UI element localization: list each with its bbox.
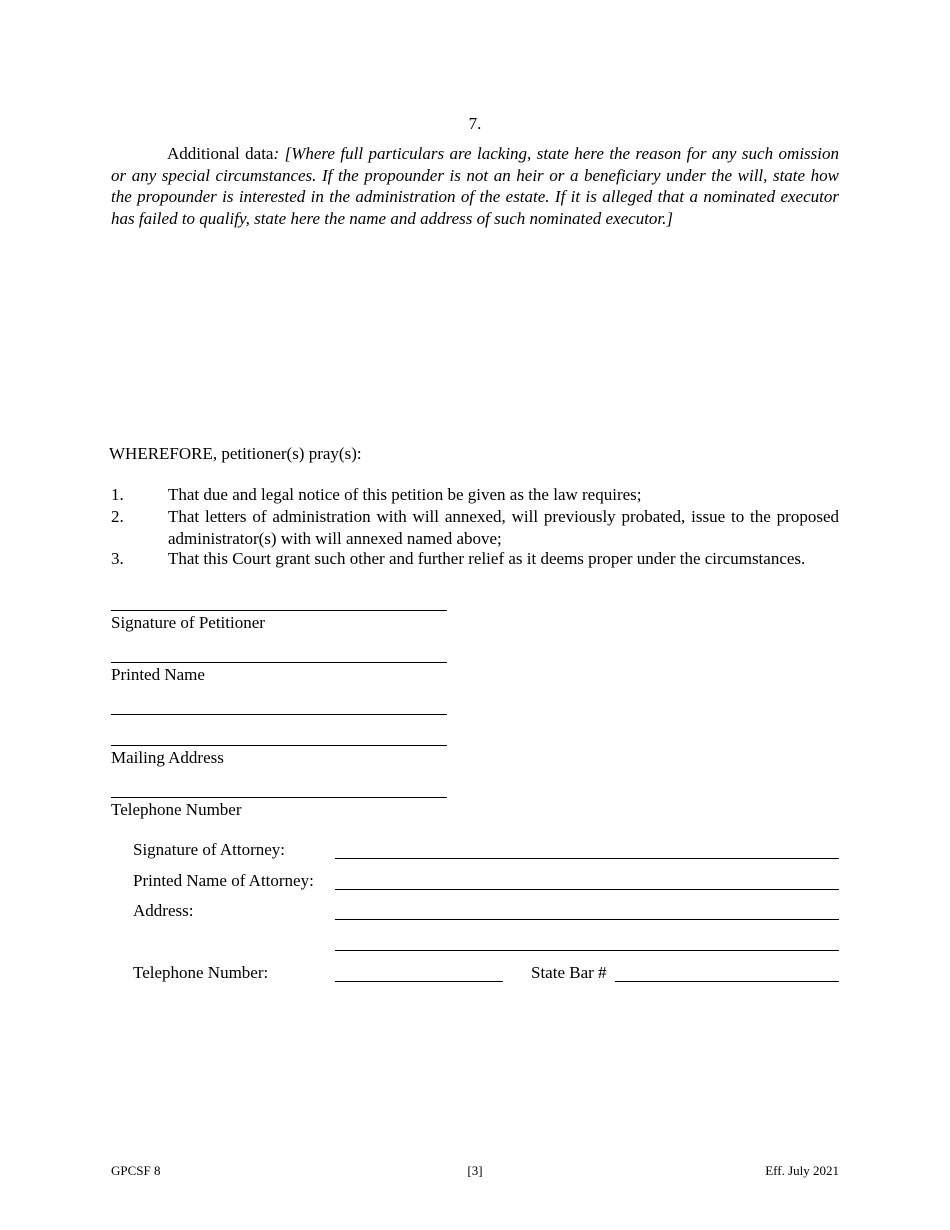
attorney-address-line-1[interactable] (335, 919, 839, 920)
prayer-text: That this Court grant such other and further relief as it deems proper under the circumstances. (168, 549, 806, 568)
telephone-label: Telephone Number (111, 800, 242, 819)
attorney-telephone-line[interactable] (335, 981, 503, 982)
attorney-signature-label: Signature of Attorney: (133, 840, 286, 859)
printed-name-label: Printed Name (111, 665, 205, 684)
mailing-address-line-2[interactable] (111, 745, 447, 746)
mailing-address-label: Mailing Address (111, 748, 224, 767)
state-bar-label: State Bar # (531, 963, 607, 982)
petitioner-signature-line[interactable] (111, 610, 447, 611)
attorney-signature-line[interactable] (335, 858, 839, 859)
additional-data-paragraph (111, 143, 839, 229)
prayer-number: 2. (111, 507, 124, 526)
attorney-address-line-2[interactable] (335, 950, 839, 951)
telephone-line[interactable] (111, 797, 447, 798)
petitioner-signature-label: Signature of Petitioner (111, 613, 265, 632)
footer-form-id: GPCSF 8 (111, 1163, 161, 1178)
prayer-text: That due and legal notice of this petition be given as the law requires; (168, 485, 642, 504)
mailing-address-line-1[interactable] (111, 714, 447, 715)
prayer-item (111, 484, 839, 506)
attorney-address-label: Address: (133, 901, 194, 920)
prayer-number: 3. (111, 549, 124, 568)
footer-effective-date: Eff. July 2021 (765, 1163, 839, 1178)
wherefore-clause: WHEREFORE, petitioner(s) pray(s): (109, 444, 362, 463)
attorney-telephone-label: Telephone Number: (133, 963, 269, 982)
prayer-text: That letters of administration with will annexed, will previously probated, issue to the proposed administrator(s) with will annexed named above; (168, 507, 839, 548)
attorney-printed-name-line[interactable] (335, 889, 839, 890)
footer-page-number: [3] (467, 1163, 483, 1178)
prayer-item (111, 506, 839, 549)
prayer-number: 1. (111, 485, 124, 504)
additional-data-instructions: : [Where full particulars are lacking, state here the reason for any such omission or any special circumstances. If the propounder is not an heir or a beneficiary under the will, state how the propounder is interested in the administration of the estate. If it is alleged that a nominated executor has failed to qualify, state here the name and address of such nominated executor.] (111, 144, 839, 228)
additional-data-label: Additional data (167, 144, 274, 163)
prayer-item (111, 548, 839, 570)
state-bar-line[interactable] (615, 981, 839, 982)
printed-name-line[interactable] (111, 662, 447, 663)
section-number: 7. (468, 114, 482, 133)
attorney-printed-name-label: Printed Name of Attorney: (133, 871, 314, 890)
